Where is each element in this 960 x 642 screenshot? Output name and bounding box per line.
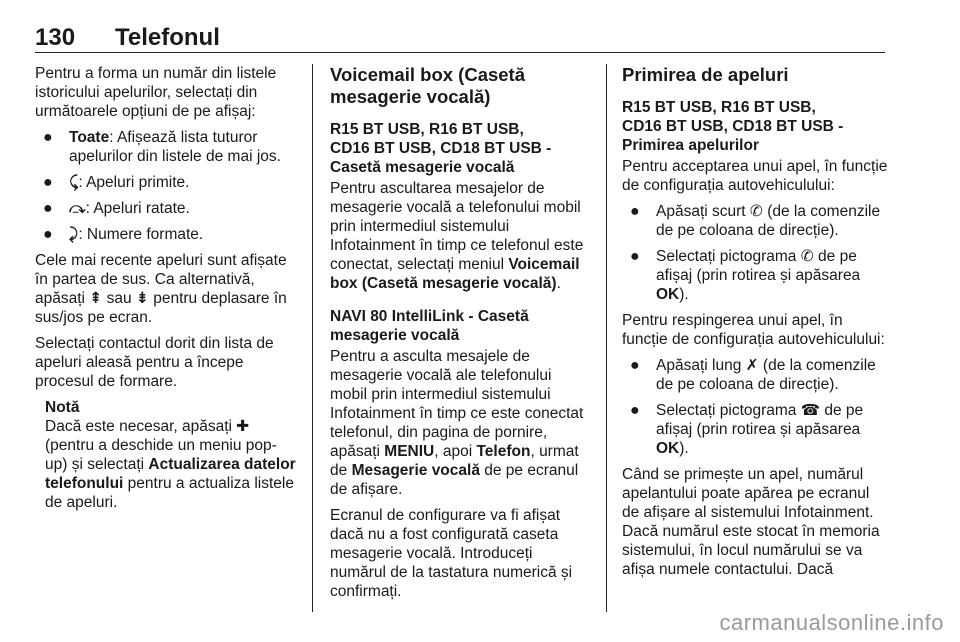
bullet-dot: ● bbox=[43, 200, 53, 217]
bullet-dot: ● bbox=[630, 203, 640, 220]
received-calls-icon: ⤹ bbox=[69, 174, 79, 191]
bullet-dot: ● bbox=[43, 226, 53, 243]
telefon-label: Telefon bbox=[476, 443, 531, 460]
voicemail-subheading-radio: R15 BT USB, R16 BT USB, CD16 BT USB, CD18 BT USB - Casetă mesagerie vocală bbox=[330, 121, 552, 176]
option-text: : Numere formate. bbox=[78, 226, 204, 243]
list-item-missed bbox=[35, 199, 297, 218]
page-number: 130 bbox=[35, 24, 76, 51]
list-item-toate bbox=[35, 128, 297, 166]
receiving-calls-heading: Primirea de apeluri bbox=[622, 64, 789, 85]
list-item-reject-display: ● Selectați pictograma ☎ de pe afișaj (prin rotirea și apăsarea OK). bbox=[630, 402, 864, 457]
ok-label: OK bbox=[656, 440, 680, 457]
list-item-accept-display: ● Selectați pictograma ✆ de pe afișaj (prin rotirea și apăsarea OK). bbox=[630, 248, 861, 303]
dialed-calls-icon: ⤸ bbox=[69, 226, 79, 243]
phone-reject-icon: ☎ bbox=[800, 402, 821, 419]
intro-paragraph: Pentru a forma un număr din listele istoricului apelurilor, selectați din următoarele opțiuni de pe afișaj: bbox=[35, 65, 277, 120]
accept-call-paragraph: Pentru acceptarea unui apel, în funcție de configurația autovehiculului: bbox=[622, 158, 888, 194]
list-item-accept-short-press: ● Apăsați scurt ✆ (de la comenzile de pe coloana de direcție). bbox=[630, 203, 881, 239]
bullet-dot: ● bbox=[43, 129, 53, 146]
ok-label: OK bbox=[656, 286, 680, 303]
missed-calls-icon: ⤼ bbox=[69, 200, 86, 217]
scroll-down-icon: ⇟ bbox=[135, 290, 149, 307]
voicemail-menu-label: Voicemail box (Casetă mesagerie vocală) bbox=[330, 256, 580, 292]
phone-answer-icon: ✆ bbox=[800, 248, 814, 265]
receiving-subheading: R15 BT USB, R16 BT USB, CD16 BT USB, CD18 BT USB - Primirea apelurilor bbox=[622, 99, 844, 154]
bullet-dot: ● bbox=[43, 174, 53, 191]
mesagerie-vocala-label: Mesagerie vocală bbox=[351, 462, 480, 479]
option-text: : Afișează lista tuturor apelurilor din listele de mai jos. bbox=[69, 129, 281, 165]
update-option-label: Actualizarea datelor telefonului bbox=[45, 456, 296, 492]
voicemail-navi-paragraph: Pentru a asculta mesajele de mesagerie vocală ale telefonului mobil prin intermediul sistemului Infotainment în timp ce este conectat telefonul, din pagina de pornire, apăsați MENIU, apoi Telefon, urmat de Mesagerie vocală de pe ecranul de afișare. bbox=[330, 348, 584, 498]
scroll-up-icon: ⇞ bbox=[89, 290, 103, 307]
phone-answer-icon: ✆ bbox=[749, 203, 763, 220]
option-text: : Apeluri ratate. bbox=[85, 200, 190, 217]
hang-up-icon: ✗ bbox=[745, 357, 759, 374]
note-title: Notă bbox=[45, 399, 80, 416]
menu-label: MENIU bbox=[384, 443, 435, 460]
column-left bbox=[35, 64, 297, 512]
incoming-number-paragraph: Când se primește un apel, numărul apelantului poate apărea pe ecranul de afișare al sistemului Infotainment. Dacă numărul este stocat în memoria sistemului, în locul numărului se va afișa numele contactului. Dacă bbox=[622, 466, 880, 578]
column-middle bbox=[330, 64, 592, 608]
list-item-received bbox=[35, 173, 297, 192]
select-contact-paragraph: Selectați contactul dorit din lista de apeluri aleasă pentru a începe procesul de formare. bbox=[35, 335, 274, 390]
note-text: Dacă este necesar, apăsați ✚ (pentru a deschide un meniu pop-up) și selectați Actualizarea datelor telefonului pentru a actualiza listele de apeluri. bbox=[45, 418, 296, 511]
page-title: Telefonul bbox=[115, 24, 220, 51]
bullet-dot: ● bbox=[630, 248, 640, 265]
list-item-dialed bbox=[35, 225, 297, 244]
watermark: carmanualsonline.info bbox=[719, 610, 944, 635]
bullet-dot: ● bbox=[630, 402, 640, 419]
option-label: Toate bbox=[69, 129, 110, 146]
reject-call-paragraph: Pentru respingerea unui apel, în funcție de configurația autovehiculului: bbox=[622, 312, 885, 348]
column-right bbox=[622, 64, 890, 586]
option-text: : Apeluri primite. bbox=[78, 174, 190, 191]
note-box bbox=[35, 398, 297, 512]
voicemail-radio-paragraph: Pentru ascultarea mesajelor de mesagerie vocală a telefonului mobil prin intermediul sistemului Infotainment în timp ce telefonul este conectat, selectați meniul Voicemail box (Casetă mesagerie vocală). bbox=[330, 180, 584, 292]
scroll-paragraph: Cele mai recente apeluri sunt afișate în partea de sus. Ca alternativă, apăsați ⇞ sau ⇟ pentru deplasare în sus/jos pe ecran. bbox=[35, 252, 287, 326]
voicemail-heading: Voicemail box (Casetă mesagerie vocală) bbox=[330, 64, 526, 107]
bullet-dot: ● bbox=[630, 357, 640, 374]
voicemail-subheading-navi: NAVI 80 IntelliLink - Casetă mesagerie vocală bbox=[330, 308, 529, 344]
page-header bbox=[35, 24, 885, 53]
list-item-reject-long-press: ● Apăsați lung ✗ (de la comenzile de pe coloana de direcție). bbox=[630, 357, 876, 393]
column-divider bbox=[606, 64, 607, 612]
column-divider bbox=[312, 64, 313, 612]
plus-icon: ✚ bbox=[236, 418, 250, 435]
voicemail-setup-paragraph: Ecranul de configurare va fi afișat dacă nu a fost configurată caseta mesagerie vocală. Introduceți numărul de la tastatura numerică și confirmați. bbox=[330, 507, 573, 600]
